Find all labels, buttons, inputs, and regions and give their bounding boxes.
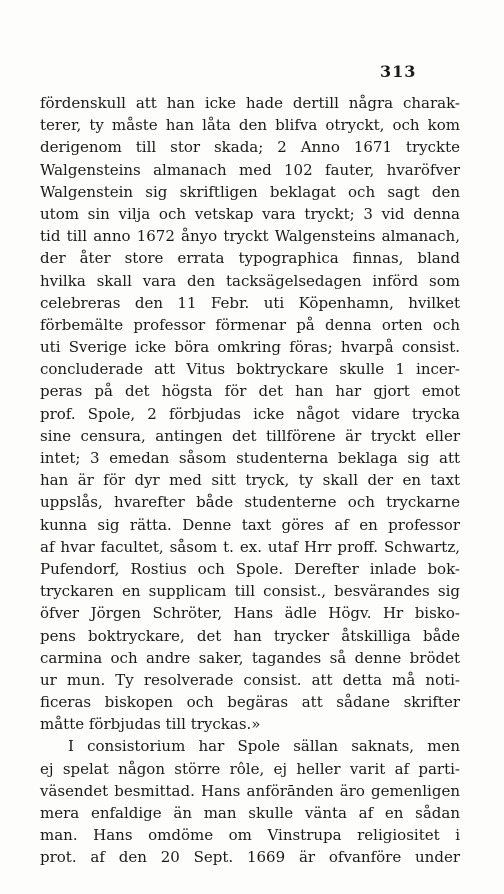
text-line: hvilka skall vara den tacksägelsedagen införd som [40, 271, 460, 290]
body-text [40, 92, 460, 869]
text-line: kunna sig rätta. Denne taxt göres af en professor [40, 515, 460, 534]
text-line: ej spelat någon större rôle, ej heller varit af parti- [40, 759, 460, 778]
text-line: mera enfaldige än man skulle vänta af en sådan [40, 804, 460, 822]
text-line: ficeras biskopen och begäras att sådane skrifter [40, 693, 460, 712]
text-line: sine censura, antingen det tillförene är tryckt eller [40, 426, 460, 445]
text-line: pens boktryckare, det han trycker åtskilliga både [40, 626, 460, 645]
text-line: carmina och andre saker, tagandes så denne brödet [40, 648, 460, 667]
text-line: prot. af den 20 Sept. 1669 är ofvanföre under [40, 848, 460, 867]
text-line: terer, ty måste han låta den blifva otryckt, och kom [40, 116, 460, 135]
text-line: intet; 3 emedan såsom studenterna beklaga sig att [40, 449, 460, 467]
text-line: måtte förbjudas till tryckas.» [40, 715, 261, 734]
text-line: Walgenstein sig skriftligen beklagat och sagt den [40, 182, 460, 201]
page-number: 313 [380, 62, 417, 81]
text-line: ur mun. Ty resolverade consist. att detta må noti- [40, 670, 460, 689]
text-line: tryckaren en supplicam till consist., besvärandes sig [40, 582, 460, 601]
text-line: förbemälte professor förmenar på denna orten och [40, 315, 460, 334]
text-line: Pufendorf, Rostius och Spole. Derefter inlade bok- [40, 559, 460, 578]
text-line: af hvar facultet, såsom t. ex. utaf Hrr proff. Schwartz, [40, 537, 460, 556]
text-line: han är för dyr med sitt tryck, ty skall der en taxt [40, 471, 460, 490]
text-line: uti Sverige icke böra omkring föras; hvarpå consist. [40, 338, 460, 357]
text-line: man. Hans omdöme om Vinstrupa religiositet i [40, 826, 460, 845]
text-line: tid till anno 1672 ånyo tryckt Walgensteins almanach, [40, 227, 460, 246]
text-line: concluderade att Vitus boktryckare skulle 1 incer- [40, 360, 460, 379]
text-line: der åter store errata typographica finnas, bland [40, 249, 460, 268]
text-line: prof. Spole, 2 förbjudas icke något vidare trycka [40, 404, 460, 423]
text-line: fördenskull att han icke hade dertill några charak- [40, 94, 460, 112]
text-line: peras på det högsta för det han har gjort emot [40, 382, 460, 401]
text-line: öfver Jörgen Schröter, Hans ädle Högv. Hr bisko- [40, 604, 460, 623]
text-line: Walgensteins almanach med 102 fauter, hvaröfver [40, 160, 460, 179]
text-line: celebreras den 11 Febr. uti Köpenhamn, hvilket [40, 293, 460, 312]
text-line: väsendet besmittad. Hans anförānden äro gemenligen [40, 781, 460, 800]
text-line: derigenom till stor skada; 2 Anno 1671 tryckte [40, 138, 460, 157]
text-line: utom sin vilja och vetskap vara tryckt; 3 vid denna [40, 204, 460, 223]
text-line: uppslås, hvarefter både studenterne och tryckarne [40, 493, 460, 512]
paragraph-start-line: I consistorium har Spole sällan saknats, men [68, 737, 460, 756]
